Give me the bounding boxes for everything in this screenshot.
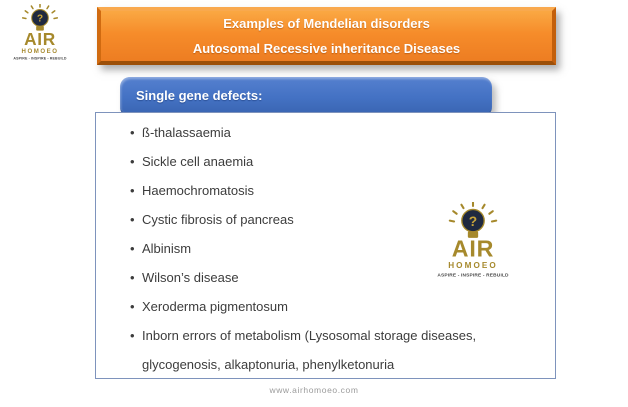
- list-item: [130, 147, 539, 176]
- air-homoeo-logo-watermark: [430, 202, 516, 296]
- list-item-text: ß-thalassaemia: [142, 125, 231, 140]
- title-line-1: Examples of Mendelian disorders: [223, 16, 430, 31]
- bullet-marker: •: [130, 270, 135, 285]
- list-item-text: Sickle cell anaemia: [142, 154, 254, 169]
- lightbulb-logo-icon: [430, 202, 516, 296]
- bullet-marker: •: [130, 212, 135, 227]
- logo-tagline-text: ASPIRE - INSPIRE - REBUILD: [13, 56, 67, 61]
- bullet-marker: •: [130, 183, 135, 198]
- list-item-text: Xeroderma pigmentosum: [142, 299, 288, 314]
- lightbulb-logo-icon: [8, 4, 72, 74]
- question-mark-glyph: ?: [468, 213, 478, 229]
- logo-name-text: AIR: [451, 235, 495, 262]
- air-homoeo-logo: [8, 4, 72, 74]
- logo-sub-text: HOMOEO: [21, 48, 59, 56]
- list-item: [130, 292, 539, 321]
- title-banner: [97, 7, 556, 65]
- footer-url: www.airhomoeo.com: [269, 385, 359, 395]
- logo-name-text: AIR: [24, 28, 56, 49]
- list-item: [130, 321, 539, 379]
- bullet-marker: •: [130, 241, 135, 256]
- list-item-text: Albinism: [142, 241, 192, 256]
- list-item-text: Inborn errors of metabolism (Lysosomal storage diseases, glycogenosis, alkaptonuria, phenylketonuria: [142, 328, 477, 372]
- bullet-marker: •: [130, 154, 135, 169]
- title-line-2: Autosomal Recessive inheritance Diseases: [192, 41, 461, 56]
- list-item-text: Haemochromatosis: [142, 183, 254, 198]
- logo-tagline-text: ASPIRE - INSPIRE - REBUILD: [437, 273, 509, 279]
- subtitle-label: Single gene defects:: [136, 88, 263, 103]
- list-item: [130, 176, 539, 205]
- subtitle-pill: [120, 77, 492, 117]
- list-item-text: Cystic fibrosis of pancreas: [142, 212, 294, 227]
- list-item: [130, 118, 539, 147]
- bullet-marker: •: [130, 328, 135, 343]
- question-mark-glyph: ?: [36, 13, 44, 25]
- bullet-marker: •: [130, 125, 135, 140]
- logo-sub-text: HOMOEO: [448, 260, 498, 270]
- list-item-text: Wilson’s disease: [142, 270, 239, 285]
- bullet-marker: •: [130, 299, 135, 314]
